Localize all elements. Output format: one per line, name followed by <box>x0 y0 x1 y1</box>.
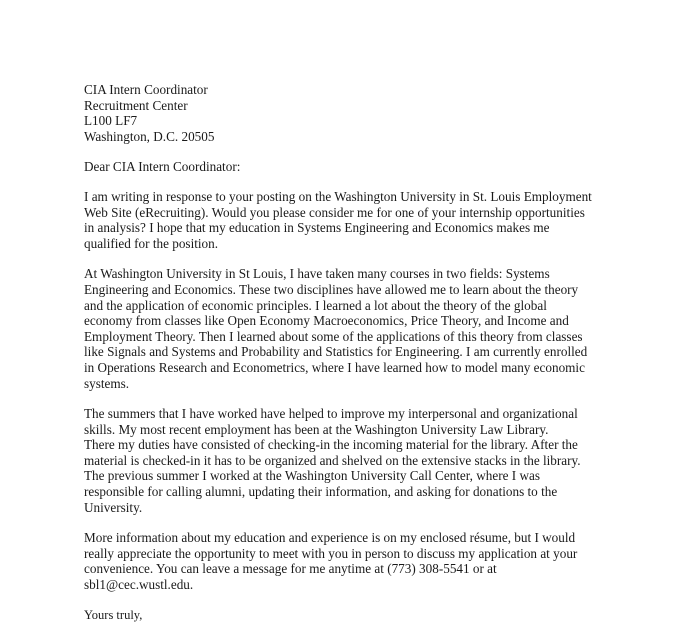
recipient-line-city: Washington, D.C. 20505 <box>84 128 215 144</box>
paragraph-line: skills. My most recent employment has been at the Washington University Law Library. <box>84 421 549 437</box>
paragraph-line: I am writing in response to your posting on the Washington University in St. Louis Employment <box>84 188 592 204</box>
paragraph-line: University. <box>84 499 143 515</box>
recipient-line-name: CIA Intern Coordinator <box>84 82 208 97</box>
recipient-address <box>84 82 620 144</box>
paragraph-line: Employment Theory. Then I learned about some of the applications of this theory from classes <box>84 328 583 344</box>
closing: Yours truly, <box>84 607 143 622</box>
paragraph-line: Engineering and Economics. These two disciplines have allowed me to learn about the theory <box>84 281 579 297</box>
paragraph-line: There my duties have consisted of checking-in the incoming material for the library. After the <box>84 437 578 453</box>
paragraph-line: and the application of economic principles. I learned a lot about the theory of the global <box>84 297 547 313</box>
paragraph-line: The summers that I have worked have helped to improve my interpersonal and organizational <box>84 406 578 422</box>
paragraph-experience <box>84 406 620 515</box>
paragraph-line: in Operations Research and Econometrics, where I have learned how to model many economic <box>84 359 585 375</box>
paragraph-line: in analysis? I hope that my education in Systems Engineering and Economics makes me <box>84 220 550 236</box>
paragraph-line: responsible for calling alumni, updating their information, and asking for donations to the <box>84 484 558 500</box>
paragraph-education <box>84 266 620 391</box>
paragraph-line: material is checked-in it has to be organized and shelved on the extensive stacks in the library. <box>84 452 581 468</box>
paragraph-line: sbl1@cec.wustl.edu. <box>84 577 194 593</box>
salutation: Dear CIA Intern Coordinator: <box>84 159 241 175</box>
paragraph-line: More information about my education and experience is on my enclosed résume, but I would <box>84 530 576 546</box>
paragraph-contact <box>84 530 620 592</box>
paragraph-intro <box>84 189 620 251</box>
paragraph-line: The previous summer I worked at the Washington University Call Center, where I was <box>84 468 540 484</box>
paragraph-line: Web Site (eRecruiting). Would you please consider me for one of your internship opportunities <box>84 204 585 220</box>
paragraph-line: At Washington University in St Louis, I have taken many courses in two fields: Systems <box>84 266 550 282</box>
paragraph-line: like Signals and Systems and Probability and Statistics for Engineering. I am currently enrolled <box>84 344 588 360</box>
paragraph-line: systems. <box>84 375 130 391</box>
paragraph-line: economy from classes like Open Economy Macroeconomics, Price Theory, and Income and <box>84 313 569 329</box>
recipient-line-room: L100 LF7 <box>84 113 138 129</box>
paragraph-line: convenience. You can leave a message for me anytime at (773) 308-5541 or at <box>84 561 497 577</box>
recipient-line-office: Recruitment Center <box>84 97 188 113</box>
paragraph-line: really appreciate the opportunity to meet with you in person to discuss my application at your <box>84 545 578 561</box>
paragraph-line: qualified for the position. <box>84 235 219 251</box>
